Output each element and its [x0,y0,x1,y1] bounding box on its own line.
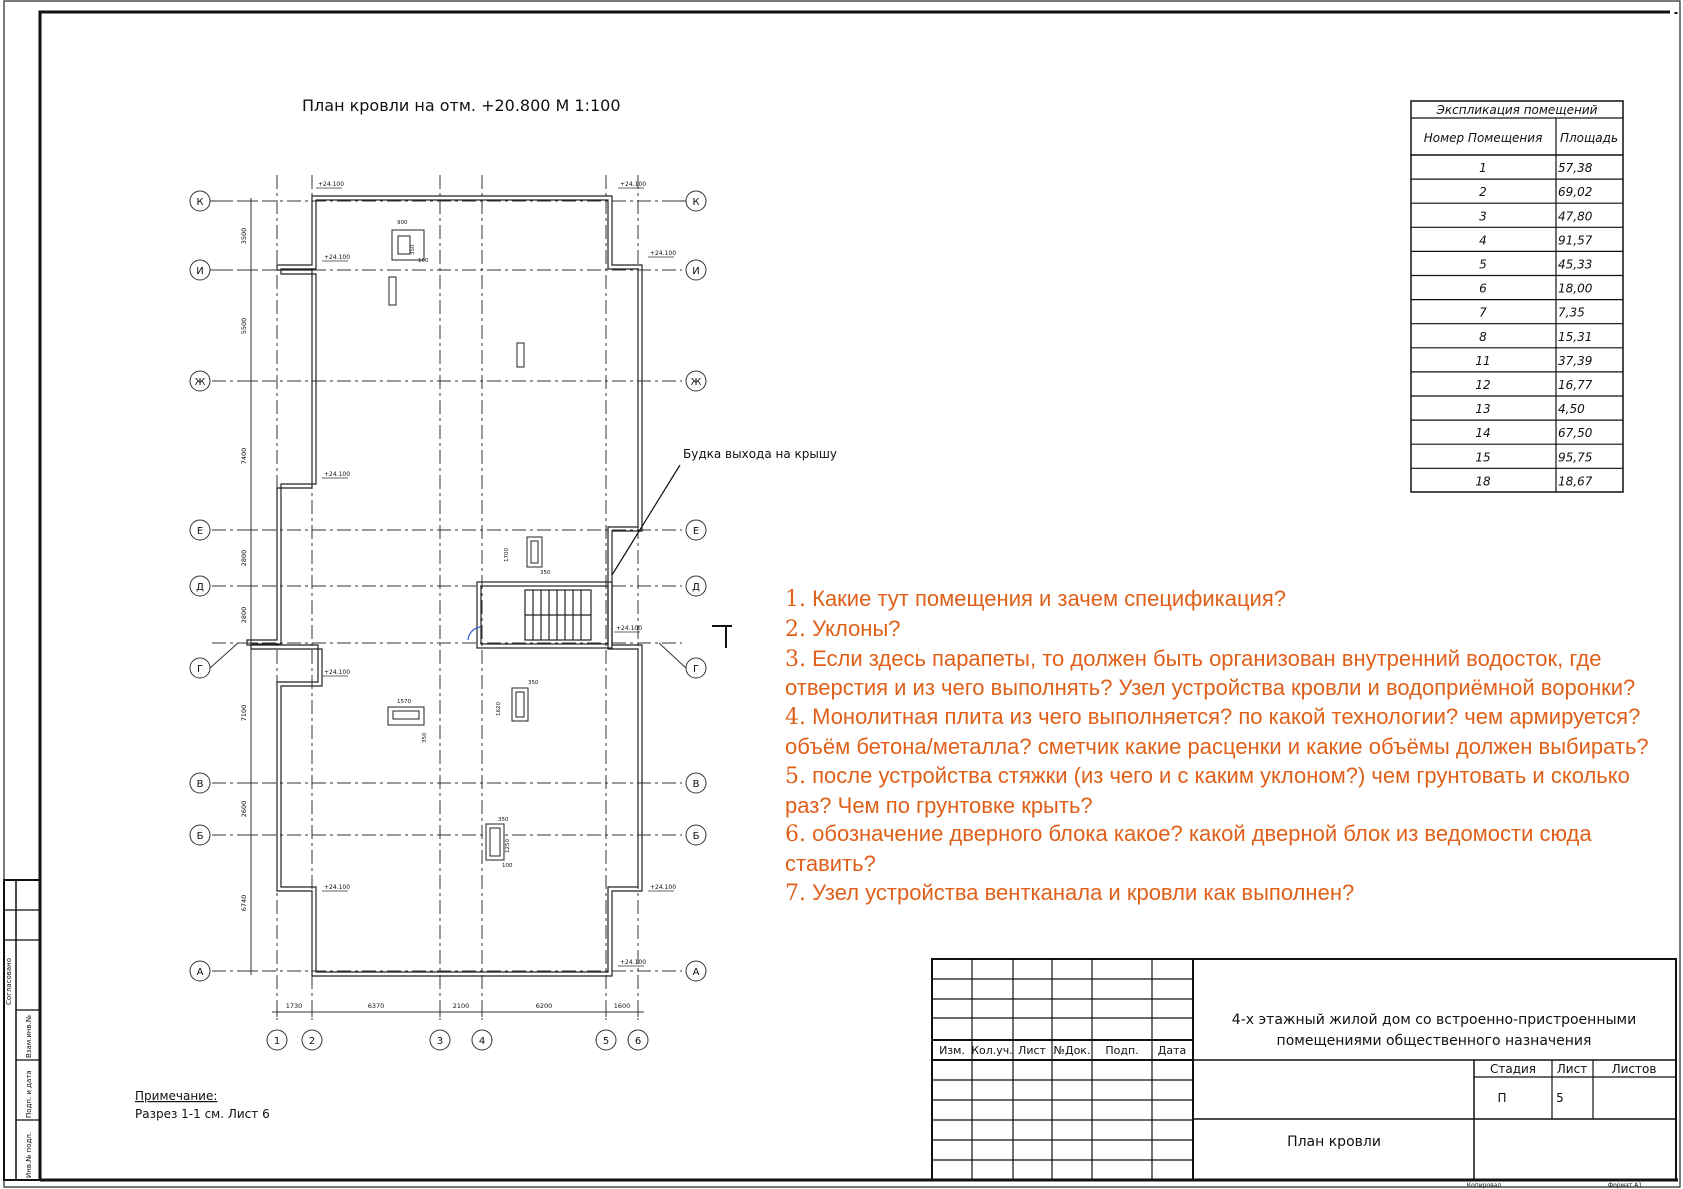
drawing-label: 1620 [496,702,502,716]
side-stamp-inv: Инв.№ подл. [25,1131,33,1178]
column-axis-labels [267,1030,648,1050]
drawing-label: Б [196,831,204,842]
explication-room-number: 7 [1479,305,1487,320]
drawing-label: 2600 [240,800,248,818]
question-text: Узел устройства вентканала и кровли как выполнен? [812,879,1355,905]
note-heading: Примечание: [135,1089,218,1103]
section-mark [712,626,732,648]
drawing-label: 350 [540,570,551,576]
drawing-label: Стадия [1489,1062,1537,1076]
question-text: Монолитная плита из чего выполняется? по какой технологии? чем армируется? объём бетона/металла? сметчик какие расценки и какие объёмы должен выбирать? [785,704,1649,759]
question-number: 7. [785,880,806,906]
drawing-label: +24.100 [650,884,677,891]
drawing-label: Подп. [1105,1044,1139,1057]
explication-room-area: 4,50 [1558,402,1585,417]
drawing-label: К [196,197,204,208]
drawing-label: 4 [478,1036,486,1047]
drawing-label: 1570 [397,699,411,705]
explication-room-area: 69,02 [1558,185,1593,200]
drawing-label: Г [692,664,700,675]
question-item [785,615,1680,645]
drawing-label: 3500 [240,227,248,245]
copied-label: Копировал [1466,1182,1502,1189]
drawing-label: 1600 [613,1002,631,1010]
drawing-label: 350 [498,817,509,823]
drawing-label: 100 [418,258,429,264]
question-text: Уклоны? [812,615,901,641]
drawing-label: +24.100 [318,181,345,188]
drawing-label: 900 [397,220,408,226]
drawing-label: 6370 [367,1002,385,1010]
explication-room-area: 57,38 [1558,161,1593,176]
question-number: 1. [785,587,806,612]
drawing-label: Кол.уч. [971,1044,1013,1057]
drawing-label: 3 [436,1036,444,1047]
drawing-label: №Док. [1053,1044,1091,1057]
explication-room-area: 18,67 [1558,474,1593,489]
explication-room-number: 14 [1475,426,1491,441]
drawing-label: А [692,967,700,978]
side-stamp-agreed: Согласовано [5,957,13,1005]
explication-room-number: 12 [1475,378,1491,392]
side-stamp-sign: Подп. и дата [25,1070,33,1118]
drawing-label: К [692,197,700,208]
explication-header-area: Площадь [1559,131,1619,145]
booth-callout: Будка выхода на крышу [683,447,837,461]
drawing-label: +24.100 [620,181,647,188]
explication-room-area: 91,57 [1558,233,1593,248]
side-stamp [4,880,40,1180]
question-text: после устройства стяжки (из чего и с каким уклоном?) чем грунтовать и сколько раз? Чем по грунтовке крыть? [785,762,1630,818]
explication-room-area: 37,39 [1558,353,1593,368]
vent-shafts [388,230,542,860]
explication-room-number: 6 [1479,281,1487,296]
drawing-label: 1730 [285,1002,303,1010]
drawing-label: 6200 [535,1002,553,1010]
question-number: 4. [785,705,806,731]
drawing-label: Изм. [939,1044,965,1057]
explication-room-area: 67,50 [1558,426,1593,441]
drawing-label: Б [692,831,700,842]
explication-room-number: 13 [1475,402,1491,417]
question-item [785,703,1680,762]
drawing-label: 1700 [504,548,510,562]
side-stamp-replace: Взам.инв.№ [25,1014,33,1058]
drawing-label: Лист [1018,1044,1046,1057]
explication-header-number: Номер Помещения [1423,131,1543,145]
drawing-label: В [692,779,700,790]
drawing-label: Дата [1157,1044,1187,1057]
roof-exit-booth [468,465,680,648]
stage-value: П [1497,1091,1507,1105]
question-item [785,762,1680,821]
explication-room-number: 15 [1475,450,1491,465]
question-text: обозначение дверного блока какое? какой дверной блок из ведомости сюда ставить? [785,821,1592,877]
drawing-label: Г [196,664,204,675]
drawing-label: Д [692,582,700,593]
explication-room-number: 11 [1475,353,1491,368]
drawing-label: Ж [194,377,206,388]
explication-room-number: 5 [1479,257,1487,272]
explication-room-number: 1 [1479,161,1487,176]
explication-room-number: 2 [1479,185,1487,200]
drawing-label: 350 [528,680,539,686]
drawing-label: +24.100 [324,884,351,891]
drawing-label: 1250 [505,839,511,853]
explication-room-area: 95,75 [1558,450,1593,465]
question-number: 5. [785,763,806,789]
question-item [785,820,1680,879]
drawing-label: 100 [502,863,513,869]
drawing-label: В [196,779,204,790]
project-title-line1: 4-х этажный жилой дом со встроенно-пристроенными [1231,1012,1637,1028]
question-number: 2. [785,616,806,642]
question-item [785,645,1680,704]
explication-room-area: 47,80 [1558,209,1593,224]
drawing-label: +24.100 [616,625,643,632]
format-label: Формат А1 [1607,1182,1643,1189]
drawing-label: 2100 [452,1002,470,1010]
explication-room-number: 3 [1479,209,1487,224]
drawing-label: +24.100 [620,959,647,966]
drawing-title: План кровли на отм. +20.800 М 1:100 [302,96,621,115]
drawing-label: +24.100 [324,471,351,478]
sheet-title: План кровли [1287,1134,1381,1150]
question-number: 3. [785,646,806,672]
review-questions [785,585,1680,909]
drawing-label: +24.100 [324,669,351,676]
drawing-label: 1 [273,1036,281,1047]
drawing-label: 2800 [240,549,248,567]
drawing-label: 5500 [240,317,248,335]
project-title-line2: помещениями общественного назначения [1276,1033,1592,1049]
drawing-label: +24.100 [650,250,677,257]
drawing-label: Д [196,582,204,593]
drawing-label: +24.100 [324,254,351,261]
explication-title: Экспликация помещений [1436,103,1598,117]
explication-room-area: 45,33 [1558,257,1593,272]
explication-room-area: 16,77 [1558,378,1593,392]
question-text: Если здесь парапеты, то должен быть организован внутренний водосток, где отверстия и из чего выполнять? Узел устройства кровли и водоприёмной воронки? [785,645,1636,701]
explication-room-area: 18,00 [1558,281,1593,296]
sheet-value: 5 [1556,1091,1564,1105]
explication-room-number: 18 [1475,474,1491,489]
drawing-label: Е [692,526,700,537]
note-text: Разрез 1-1 см. Лист 6 [135,1107,270,1121]
drawing-label: 7400 [240,447,248,465]
explication-room-number: 8 [1479,329,1487,344]
drawing-label: 2800 [240,606,248,624]
question-item [785,585,1680,615]
explication-room-area: 15,31 [1558,329,1593,344]
question-text: Какие тут помещения и зачем спецификация? [812,586,1286,611]
drawing-label: 6 [634,1036,642,1047]
drawing-label: 350 [410,244,416,255]
explication-room-area: 7,35 [1558,305,1585,320]
drawing-label: И [692,266,700,277]
drawing-label: 6740 [240,894,248,912]
drawing-label: И [196,266,204,277]
drawing-label: А [196,967,204,978]
question-number: 6. [785,822,806,848]
horizontal-dimensions [272,1002,644,1017]
explication-room-number: 4 [1479,233,1487,248]
drawing-label: Лист [1556,1062,1588,1076]
drawing-label: Е [196,526,204,537]
question-item [785,879,1680,909]
drawing-label: 2 [308,1036,316,1047]
drawing-label: 350 [422,732,428,743]
drawing-label: Ж [690,377,702,388]
drawing-label: 5 [602,1036,610,1047]
drawing-label: Листов [1611,1062,1657,1076]
explication-table [1411,101,1623,492]
drawing-label: 7100 [240,704,248,722]
